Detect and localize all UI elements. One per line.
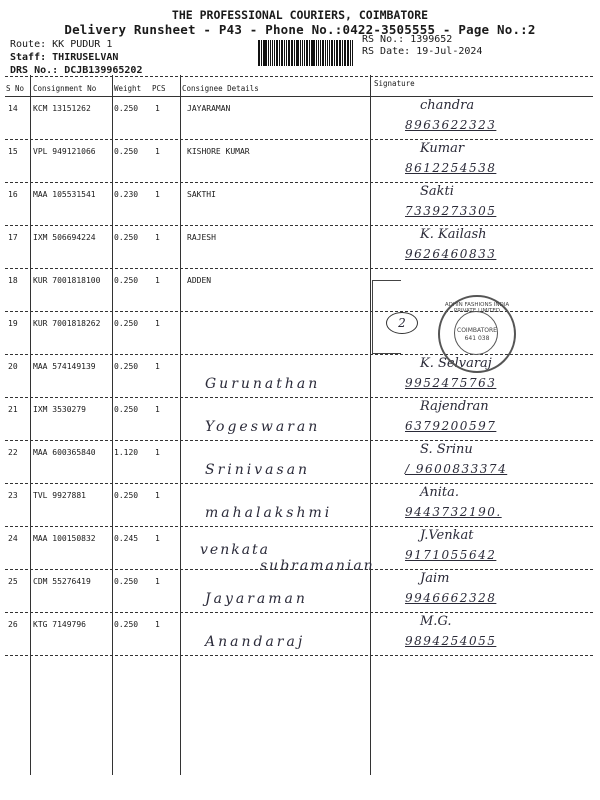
table-top-rule: [5, 76, 593, 77]
row-sno: 18: [8, 276, 18, 285]
row-consignment-no: MAA 100150832: [33, 534, 96, 543]
row-pcs: 1: [155, 190, 160, 199]
row-pcs: 1: [155, 104, 160, 113]
runsheet-subtitle: Delivery Runsheet - P43 - Phone No.:0422-3505555 - Page No.:2: [64, 22, 536, 37]
row-separator: [5, 268, 593, 269]
row-sno: 22: [8, 448, 18, 457]
row-signature: Rajendran: [420, 399, 489, 414]
col-consignee: Consignee Details: [182, 84, 259, 93]
row-consignment-no: VPL 949121066: [33, 147, 96, 156]
row-handwritten-name: Jayaraman: [205, 591, 308, 607]
staff-line: [10, 52, 118, 63]
row-signature-phone: 9443732190.: [405, 505, 502, 519]
row-handwritten-name: Yogeswaran: [205, 419, 321, 435]
row-sno: 19: [8, 319, 18, 328]
row-signature-phone: / 9600833374: [405, 462, 508, 476]
row-weight: 0.250: [114, 276, 139, 285]
company-stamp: [438, 295, 516, 373]
row-signature: Jaim: [420, 571, 450, 586]
drs-value: DCJB139965202: [64, 65, 143, 76]
row-signature-phone: 9171055642: [405, 548, 497, 562]
row-separator: [5, 612, 593, 613]
row-signature: K. Selvaraj: [420, 356, 492, 371]
row-signature-phone: 9894254055: [405, 634, 497, 648]
row-signature: Sakti: [420, 184, 454, 199]
row-consignment-no: IXM 506694224: [33, 233, 96, 242]
column-divider: [112, 75, 113, 775]
route-line: [10, 39, 112, 50]
rs-no-label: RS No.:: [362, 34, 405, 45]
row-sno: 14: [8, 104, 18, 113]
col-sno: S No: [6, 84, 25, 93]
row-signature: M.G.: [420, 614, 452, 629]
row-signature: J.Venkat: [420, 528, 474, 543]
staff-value: THIRUSELVAN: [52, 52, 119, 63]
rs-date-label: RS Date:: [362, 46, 411, 57]
row-pcs: 1: [155, 147, 160, 156]
rs-date-value: 19-Jul-2024: [416, 46, 483, 57]
staff-label: Staff:: [10, 52, 47, 63]
col-signature: Signature: [374, 79, 415, 88]
row-consignee: JAYARAMAN: [187, 104, 231, 113]
row-separator: [5, 440, 593, 441]
row-sno: 17: [8, 233, 18, 242]
row-signature-phone: 9626460833: [405, 247, 497, 261]
row-sno: 21: [8, 405, 18, 414]
row-sno: 24: [8, 534, 18, 543]
row-consignment-no: TVL 9927881: [33, 491, 86, 500]
row-weight: 0.250: [114, 104, 139, 113]
column-divider: [180, 75, 181, 775]
row-pcs: 1: [155, 534, 160, 543]
row-signature-phone: 6379200597: [405, 419, 497, 433]
stamp-text-mid: COIMBATORE: [457, 327, 497, 334]
row-handwritten-name: Gurunathan: [205, 376, 321, 392]
company-title: THE PROFESSIONAL COURIERS, COIMBATORE: [171, 8, 429, 22]
row-consignment-no: MAA 600365840: [33, 448, 96, 457]
row-separator: [5, 182, 593, 183]
row-separator: [5, 526, 593, 527]
row-pcs: 1: [155, 448, 160, 457]
row-consignment-no: KCM 13151262: [33, 104, 91, 113]
row-consignment-no: KUR 7001818262: [33, 319, 101, 328]
row-separator: [5, 225, 593, 226]
row-signature-phone: 8963622323: [405, 118, 497, 132]
column-divider: [30, 75, 31, 775]
row-consignee: KISHORE KUMAR: [187, 147, 250, 156]
row-pcs: 1: [155, 577, 160, 586]
row-signature: chandra: [420, 98, 475, 113]
row-weight: 0.250: [114, 491, 139, 500]
row-separator: [5, 139, 593, 140]
row-weight: 0.250: [114, 319, 139, 328]
row-separator: [5, 483, 593, 484]
row-sno: 16: [8, 190, 18, 199]
row-sno: 20: [8, 362, 18, 371]
row-weight: 0.250: [114, 362, 139, 371]
column-divider: [370, 75, 371, 775]
rs-no-value: 1399652: [410, 34, 453, 45]
row-separator: [5, 569, 593, 570]
col-pcs: PCS: [152, 84, 166, 93]
row-handwritten-name: Anandaraj: [205, 634, 306, 650]
row-signature: Anita.: [420, 485, 460, 500]
row-sno: 26: [8, 620, 18, 629]
row-handwritten-name-2: subramanian: [260, 558, 375, 574]
row-pcs: 1: [155, 362, 160, 371]
rs-no-line: [362, 34, 452, 45]
row-signature: K. Kailash: [420, 227, 487, 242]
row-weight: 0.250: [114, 233, 139, 242]
row-consignment-no: IXM 3530279: [33, 405, 86, 414]
row-signature-phone: 7339273305: [405, 204, 497, 218]
row-consignee: SAKTHI: [187, 190, 216, 199]
row-pcs: 1: [155, 233, 160, 242]
row-handwritten-name: mahalakshmi: [205, 505, 333, 521]
row-consignment-no: KUR 7001818100: [33, 276, 101, 285]
circled-mark: 2: [386, 312, 418, 334]
stamp-text-top: ADHIN FASHIONS INDIA PRIVATE LIMITED: [444, 302, 510, 314]
row-signature-phone: 8612254538: [405, 161, 497, 175]
row-weight: 0.230: [114, 190, 139, 199]
col-weight: Weight: [114, 84, 142, 93]
row-consignment-no: MAA 574149139: [33, 362, 96, 371]
row-sno: 15: [8, 147, 18, 156]
row-consignee: RAJESH: [187, 233, 216, 242]
barcode: [258, 40, 354, 66]
row-weight: 0.250: [114, 147, 139, 156]
stamp-text-pin: 641 038: [464, 335, 490, 342]
row-sno: 23: [8, 491, 18, 500]
row-consignment-no: CDM 55276419: [33, 577, 91, 586]
row-weight: 0.250: [114, 620, 139, 629]
row-consignee: ADDEN: [187, 276, 212, 285]
rs-date-line: [362, 46, 482, 57]
row-pcs: 1: [155, 276, 160, 285]
row-signature: S. Srinu: [420, 442, 473, 457]
row-separator: [5, 655, 593, 656]
route-value: KK PUDUR 1: [52, 39, 113, 50]
row-sno: 25: [8, 577, 18, 586]
row-pcs: 1: [155, 620, 160, 629]
row-weight: 0.250: [114, 405, 139, 414]
row-pcs: 1: [155, 319, 160, 328]
row-pcs: 1: [155, 405, 160, 414]
row-signature-phone: 9952475763: [405, 376, 497, 390]
row-weight: 1.120: [114, 448, 139, 457]
row-consignment-no: KTG 7149796: [33, 620, 86, 629]
route-label: Route:: [10, 39, 47, 50]
row-signature-phone: 9946662328: [405, 591, 497, 605]
header-rule: [5, 96, 593, 97]
row-weight: 0.245: [114, 534, 139, 543]
row-weight: 0.250: [114, 577, 139, 586]
row-separator: [5, 397, 593, 398]
row-handwritten-name: venkata: [200, 542, 271, 558]
row-consignment-no: MAA 105531541: [33, 190, 96, 199]
row-signature: Kumar: [420, 141, 465, 156]
drs-label: DRS No.:: [10, 65, 59, 76]
col-consignment: Consignment No: [33, 84, 97, 93]
row-handwritten-name: Srinivasan: [205, 462, 311, 478]
row-pcs: 1: [155, 491, 160, 500]
